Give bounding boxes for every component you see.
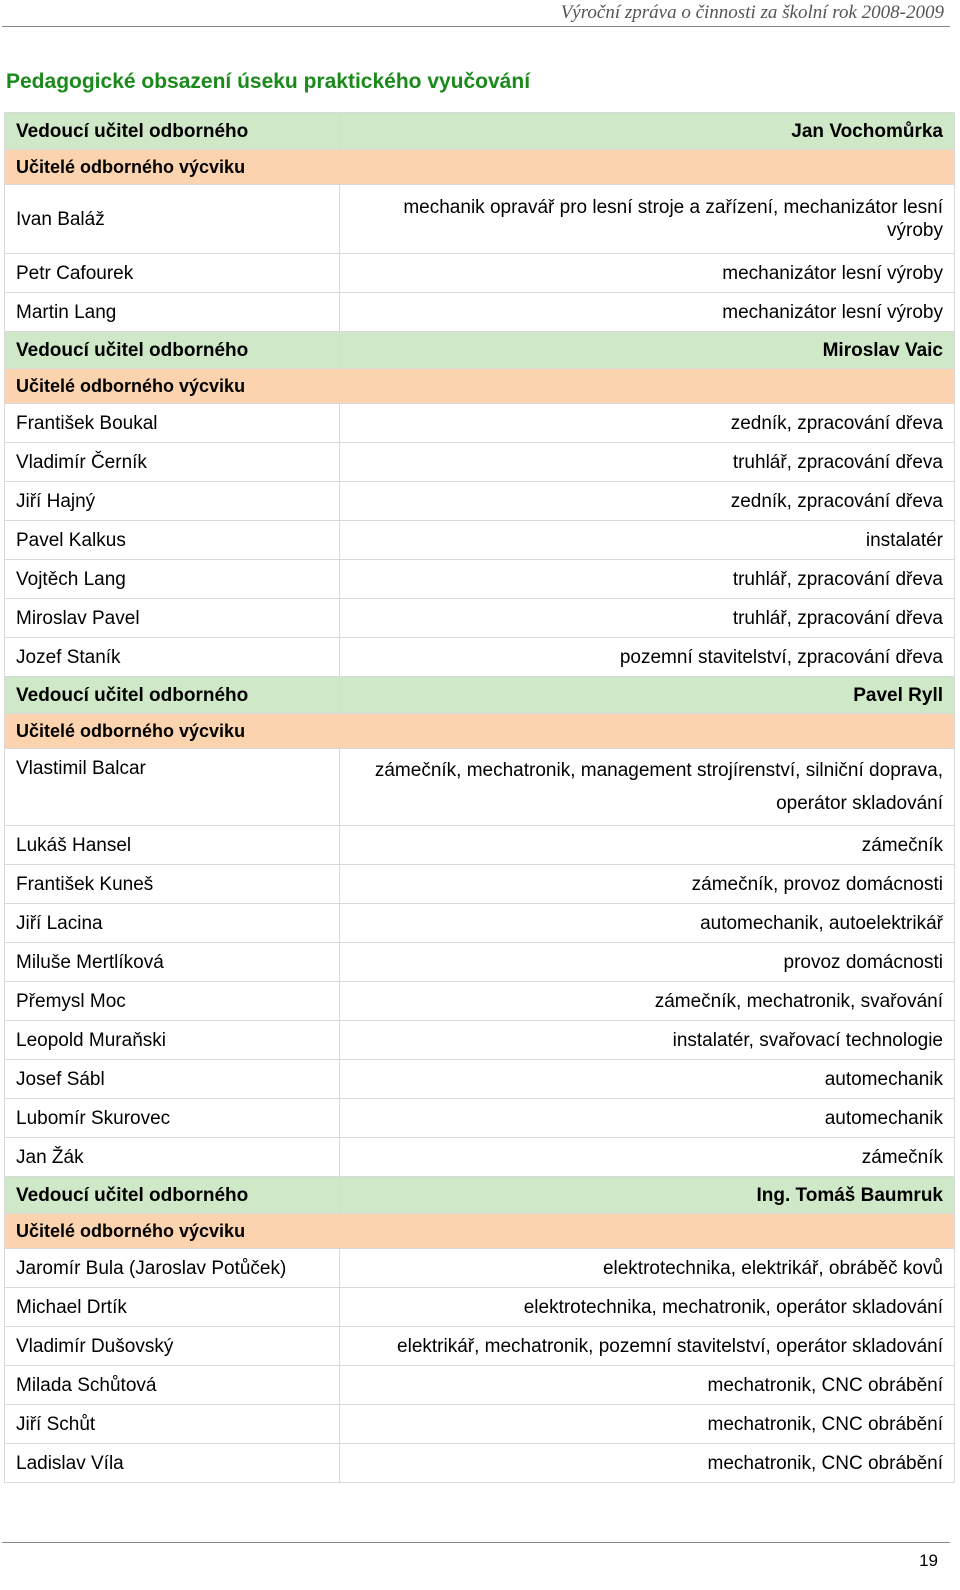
teacher-field: zámečník, mechatronik, management strojírenství, silniční doprava, operátor skladování [340,749,955,826]
teachers-label-row [5,150,955,185]
teacher-field: automechanik [340,1060,955,1099]
teacher-field: truhlář, zpracování dřeva [340,560,955,599]
table-row [5,254,955,293]
teacher-name: Leopold Muraňski [5,1021,340,1060]
teacher-name: Lubomír Skurovec [5,1099,340,1138]
teacher-field: mechanizátor lesní výroby [340,254,955,293]
teacher-field: automechanik [340,1099,955,1138]
running-header: Výroční zpráva o činnosti za školní rok 2008-2009 [560,2,944,23]
teacher-name: Jozef Staník [5,638,340,677]
table-row [5,1366,955,1405]
teacher-field: mechatronik, CNC obrábění [340,1366,955,1405]
table-row [5,638,955,677]
table-row [5,826,955,865]
table-row [5,521,955,560]
teacher-name: Milada Schůtová [5,1366,340,1405]
table-row [5,560,955,599]
teacher-field: elektrotechnika, elektrikář, obráběč kovů [340,1249,955,1288]
table-row [5,1138,955,1177]
teacher-name: Vladimír Dušovský [5,1327,340,1366]
teacher-name: Jaromír Bula (Jaroslav Potůček) [5,1249,340,1288]
table-row [5,982,955,1021]
teacher-field: instalatér [340,521,955,560]
lead-label: Vedoucí učitel odborného [5,1177,340,1214]
teacher-field: elektrikář, mechatronik, pozemní stavitelství, operátor skladování [340,1327,955,1366]
teacher-field: zedník, zpracování dřeva [340,404,955,443]
teacher-name: Miluše Mertlíková [5,943,340,982]
teacher-field: instalatér, svařovací technologie [340,1021,955,1060]
page-number: 19 [919,1551,938,1570]
teacher-name: Lukáš Hansel [5,826,340,865]
teacher-name: Přemysl Moc [5,982,340,1021]
teacher-name: Michael Drtík [5,1288,340,1327]
teachers-label-row [5,714,955,749]
table-row [5,1327,955,1366]
lead-row [5,332,955,369]
teacher-name: Martin Lang [5,293,340,332]
teachers-label-row [5,1214,955,1249]
lead-row [5,1177,955,1214]
teacher-field: zámečník [340,1138,955,1177]
table-row [5,482,955,521]
teacher-field: mechatronik, CNC obrábění [340,1405,955,1444]
table-row [5,943,955,982]
teacher-field: elektrotechnika, mechatronik, operátor skladování [340,1288,955,1327]
teacher-name: Ivan Baláž [5,185,340,254]
teacher-field: mechanizátor lesní výroby [340,293,955,332]
teacher-field: zámečník, mechatronik, svařování [340,982,955,1021]
teacher-name: Vladimír Černík [5,443,340,482]
teacher-field: zámečník, provoz domácnosti [340,865,955,904]
staff-table [4,112,955,1483]
table-row [5,1444,955,1483]
table-row [5,749,955,826]
teacher-field: pozemní stavitelství, zpracování dřeva [340,638,955,677]
teachers-label: Učitelé odborného výcviku [5,150,340,185]
table-row [5,599,955,638]
teacher-name: František Kuneš [5,865,340,904]
lead-row [5,113,955,150]
table-row [5,1249,955,1288]
teacher-name: Jiří Lacina [5,904,340,943]
table-row [5,293,955,332]
teacher-field: provoz domácnosti [340,943,955,982]
teacher-field: truhlář, zpracování dřeva [340,443,955,482]
table-row [5,904,955,943]
section-title: Pedagogické obsazení úseku praktického vyučování [6,70,531,93]
teachers-label: Učitelé odborného výcviku [5,1214,340,1249]
teacher-name: Miroslav Pavel [5,599,340,638]
lead-label: Vedoucí učitel odborného [5,677,340,714]
table-row [5,865,955,904]
teacher-name: Jan Žák [5,1138,340,1177]
lead-name: Ing. Tomáš Baumruk [340,1177,955,1214]
teacher-name: Jiří Hajný [5,482,340,521]
lead-name: Miroslav Vaic [340,332,955,369]
teacher-field: mechatronik, CNC obrábění [340,1444,955,1483]
teacher-name: Vojtěch Lang [5,560,340,599]
teachers-label: Učitelé odborného výcviku [5,369,340,404]
lead-label: Vedoucí učitel odborného [5,332,340,369]
teacher-field: automechanik, autoelektrikář [340,904,955,943]
header-divider [2,26,950,27]
table-row [5,1099,955,1138]
table-row [5,1405,955,1444]
teacher-field: truhlář, zpracování dřeva [340,599,955,638]
teacher-name: Pavel Kalkus [5,521,340,560]
teacher-field: zedník, zpracování dřeva [340,482,955,521]
table-row [5,1060,955,1099]
teacher-name: Ladislav Víla [5,1444,340,1483]
teacher-name: Petr Cafourek [5,254,340,293]
teacher-name: Vlastimil Balcar [5,749,340,826]
teacher-name: František Boukal [5,404,340,443]
teacher-field: mechanik opravář pro lesní stroje a zařízení, mechanizátor lesní výroby [340,185,955,254]
table-row [5,443,955,482]
footer-divider [2,1542,950,1543]
lead-row [5,677,955,714]
lead-label: Vedoucí učitel odborného [5,113,340,150]
teacher-field: zámečník [340,826,955,865]
table-row [5,1288,955,1327]
lead-name: Jan Vochomůrka [340,113,955,150]
table-row [5,1021,955,1060]
table-row [5,404,955,443]
table-row [5,185,955,254]
teachers-label: Učitelé odborného výcviku [5,714,340,749]
lead-name: Pavel Ryll [340,677,955,714]
teacher-name: Josef Sábl [5,1060,340,1099]
teacher-name: Jiří Schůt [5,1405,340,1444]
teachers-label-row [5,369,955,404]
